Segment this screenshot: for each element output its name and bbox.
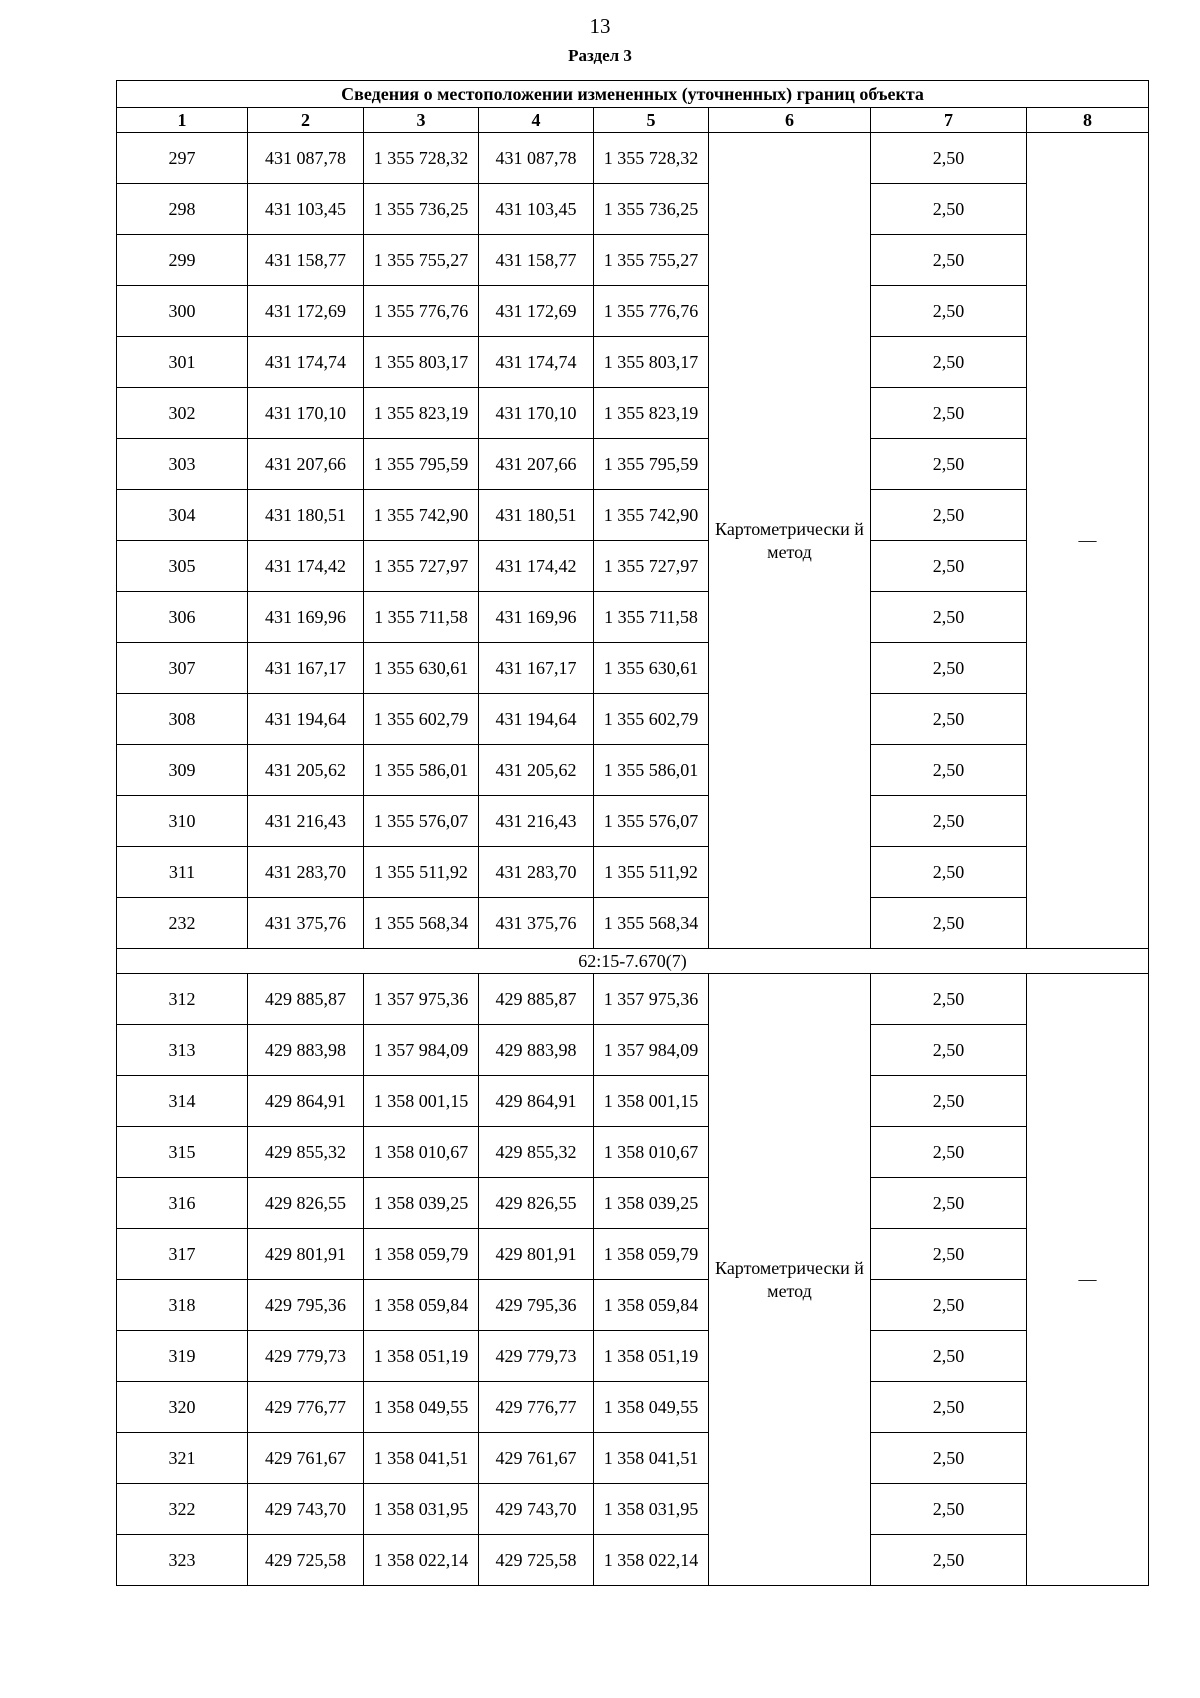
point-number: 303 xyxy=(117,439,248,490)
table-row xyxy=(117,898,1149,949)
y-new: 1 355 727,97 xyxy=(594,541,709,592)
precision-cell: 2,50 xyxy=(871,541,1027,592)
x-existing: 431 205,62 xyxy=(248,745,364,796)
point-number: 320 xyxy=(117,1382,248,1433)
x-new: 431 174,74 xyxy=(479,337,594,388)
x-existing: 429 725,58 xyxy=(248,1535,364,1586)
table-row xyxy=(117,490,1149,541)
x-existing: 429 801,91 xyxy=(248,1229,364,1280)
y-new: 1 355 803,17 xyxy=(594,337,709,388)
precision-cell: 2,50 xyxy=(871,898,1027,949)
x-new: 431 167,17 xyxy=(479,643,594,694)
table-row xyxy=(117,1280,1149,1331)
x-new: 429 855,32 xyxy=(479,1127,594,1178)
x-new: 429 725,58 xyxy=(479,1535,594,1586)
y-existing: 1 358 059,79 xyxy=(364,1229,479,1280)
y-new: 1 358 010,67 xyxy=(594,1127,709,1178)
y-new: 1 358 059,79 xyxy=(594,1229,709,1280)
precision-cell: 2,50 xyxy=(871,974,1027,1025)
y-existing: 1 358 022,14 xyxy=(364,1535,479,1586)
point-number: 310 xyxy=(117,796,248,847)
point-number: 299 xyxy=(117,235,248,286)
y-new: 1 355 728,32 xyxy=(594,133,709,184)
precision-cell: 2,50 xyxy=(871,286,1027,337)
x-existing: 429 743,70 xyxy=(248,1484,364,1535)
table-caption-row xyxy=(117,81,1149,108)
point-number: 308 xyxy=(117,694,248,745)
point-number: 307 xyxy=(117,643,248,694)
x-new: 429 864,91 xyxy=(479,1076,594,1127)
point-number: 305 xyxy=(117,541,248,592)
x-new: 429 801,91 xyxy=(479,1229,594,1280)
table-row xyxy=(117,184,1149,235)
y-new: 1 355 711,58 xyxy=(594,592,709,643)
y-existing: 1 355 795,59 xyxy=(364,439,479,490)
precision-cell: 2,50 xyxy=(871,133,1027,184)
x-new: 431 205,62 xyxy=(479,745,594,796)
column-number: 5 xyxy=(594,108,709,133)
point-number: 311 xyxy=(117,847,248,898)
y-new: 1 358 051,19 xyxy=(594,1331,709,1382)
y-new: 1 355 568,34 xyxy=(594,898,709,949)
x-new: 431 087,78 xyxy=(479,133,594,184)
y-existing: 1 355 586,01 xyxy=(364,745,479,796)
x-new: 431 174,42 xyxy=(479,541,594,592)
page-number: 13 xyxy=(589,14,611,38)
point-number: 302 xyxy=(117,388,248,439)
y-new: 1 355 736,25 xyxy=(594,184,709,235)
x-new: 431 170,10 xyxy=(479,388,594,439)
x-existing: 429 779,73 xyxy=(248,1331,364,1382)
y-new: 1 358 022,14 xyxy=(594,1535,709,1586)
precision-cell: 2,50 xyxy=(871,694,1027,745)
column-number: 8 xyxy=(1027,108,1149,133)
x-existing: 431 216,43 xyxy=(248,796,364,847)
precision-cell: 2,50 xyxy=(871,388,1027,439)
point-number: 316 xyxy=(117,1178,248,1229)
x-new: 429 826,55 xyxy=(479,1178,594,1229)
table-row xyxy=(117,1535,1149,1586)
group-label-row xyxy=(117,949,1149,974)
y-new: 1 358 049,55 xyxy=(594,1382,709,1433)
column-number: 3 xyxy=(364,108,479,133)
x-new: 429 885,87 xyxy=(479,974,594,1025)
x-new: 431 207,66 xyxy=(479,439,594,490)
column-8-cell: — xyxy=(1027,974,1149,1586)
y-existing: 1 355 755,27 xyxy=(364,235,479,286)
precision-cell: 2,50 xyxy=(871,745,1027,796)
y-existing: 1 357 975,36 xyxy=(364,974,479,1025)
y-new: 1 355 630,61 xyxy=(594,643,709,694)
table-row xyxy=(117,286,1149,337)
x-new: 431 169,96 xyxy=(479,592,594,643)
x-existing: 429 776,77 xyxy=(248,1382,364,1433)
point-number: 232 xyxy=(117,898,248,949)
column-number: 6 xyxy=(709,108,871,133)
table-row xyxy=(117,796,1149,847)
point-number: 314 xyxy=(117,1076,248,1127)
x-new: 431 283,70 xyxy=(479,847,594,898)
precision-cell: 2,50 xyxy=(871,490,1027,541)
point-number: 315 xyxy=(117,1127,248,1178)
x-existing: 429 795,36 xyxy=(248,1280,364,1331)
x-new: 431 216,43 xyxy=(479,796,594,847)
method-cell: Картометрически й метод xyxy=(709,133,871,949)
point-number: 321 xyxy=(117,1433,248,1484)
y-existing: 1 357 984,09 xyxy=(364,1025,479,1076)
column-number: 1 xyxy=(117,108,248,133)
x-new: 429 761,67 xyxy=(479,1433,594,1484)
x-existing: 431 174,42 xyxy=(248,541,364,592)
boundary-table xyxy=(116,80,1149,1586)
precision-cell: 2,50 xyxy=(871,796,1027,847)
y-existing: 1 355 568,34 xyxy=(364,898,479,949)
y-new: 1 355 586,01 xyxy=(594,745,709,796)
table-row xyxy=(117,541,1149,592)
x-existing: 429 855,32 xyxy=(248,1127,364,1178)
table-row xyxy=(117,643,1149,694)
precision-cell: 2,50 xyxy=(871,1382,1027,1433)
x-existing: 431 103,45 xyxy=(248,184,364,235)
table-row xyxy=(117,745,1149,796)
y-existing: 1 355 727,97 xyxy=(364,541,479,592)
table-row xyxy=(117,337,1149,388)
point-number: 301 xyxy=(117,337,248,388)
point-number: 323 xyxy=(117,1535,248,1586)
y-new: 1 358 031,95 xyxy=(594,1484,709,1535)
table-row xyxy=(117,1331,1149,1382)
x-existing: 431 158,77 xyxy=(248,235,364,286)
precision-cell: 2,50 xyxy=(871,643,1027,694)
table-row xyxy=(117,1178,1149,1229)
y-new: 1 355 823,19 xyxy=(594,388,709,439)
y-new: 1 358 059,84 xyxy=(594,1280,709,1331)
point-number: 322 xyxy=(117,1484,248,1535)
x-existing: 431 087,78 xyxy=(248,133,364,184)
y-new: 1 355 511,92 xyxy=(594,847,709,898)
x-existing: 431 194,64 xyxy=(248,694,364,745)
y-existing: 1 355 736,25 xyxy=(364,184,479,235)
point-number: 309 xyxy=(117,745,248,796)
x-existing: 431 174,74 xyxy=(248,337,364,388)
x-new: 431 180,51 xyxy=(479,490,594,541)
table-row xyxy=(117,235,1149,286)
y-existing: 1 355 728,32 xyxy=(364,133,479,184)
y-existing: 1 358 059,84 xyxy=(364,1280,479,1331)
y-new: 1 355 795,59 xyxy=(594,439,709,490)
precision-cell: 2,50 xyxy=(871,337,1027,388)
point-number: 304 xyxy=(117,490,248,541)
y-existing: 1 355 742,90 xyxy=(364,490,479,541)
table-row xyxy=(117,847,1149,898)
table-row xyxy=(117,439,1149,490)
y-new: 1 358 041,51 xyxy=(594,1433,709,1484)
y-existing: 1 358 001,15 xyxy=(364,1076,479,1127)
y-new: 1 355 776,76 xyxy=(594,286,709,337)
point-number: 300 xyxy=(117,286,248,337)
x-existing: 431 283,70 xyxy=(248,847,364,898)
precision-cell: 2,50 xyxy=(871,1433,1027,1484)
x-existing: 431 180,51 xyxy=(248,490,364,541)
x-existing: 431 375,76 xyxy=(248,898,364,949)
x-existing: 431 207,66 xyxy=(248,439,364,490)
y-existing: 1 358 031,95 xyxy=(364,1484,479,1535)
x-new: 429 776,77 xyxy=(479,1382,594,1433)
precision-cell: 2,50 xyxy=(871,439,1027,490)
point-number: 312 xyxy=(117,974,248,1025)
x-new: 429 795,36 xyxy=(479,1280,594,1331)
table-row xyxy=(117,388,1149,439)
x-existing: 431 169,96 xyxy=(248,592,364,643)
table-row xyxy=(117,1127,1149,1178)
y-existing: 1 355 511,92 xyxy=(364,847,479,898)
column-number-row xyxy=(117,108,1149,133)
precision-cell: 2,50 xyxy=(871,1127,1027,1178)
x-new: 429 743,70 xyxy=(479,1484,594,1535)
y-existing: 1 355 803,17 xyxy=(364,337,479,388)
precision-cell: 2,50 xyxy=(871,1178,1027,1229)
y-existing: 1 355 602,79 xyxy=(364,694,479,745)
precision-cell: 2,50 xyxy=(871,1535,1027,1586)
point-number: 298 xyxy=(117,184,248,235)
point-number: 297 xyxy=(117,133,248,184)
table-row xyxy=(117,1229,1149,1280)
table-row xyxy=(117,1382,1149,1433)
x-new: 431 103,45 xyxy=(479,184,594,235)
y-new: 1 357 984,09 xyxy=(594,1025,709,1076)
column-number: 7 xyxy=(871,108,1027,133)
x-existing: 431 167,17 xyxy=(248,643,364,694)
y-existing: 1 358 039,25 xyxy=(364,1178,479,1229)
precision-cell: 2,50 xyxy=(871,1331,1027,1382)
y-new: 1 355 755,27 xyxy=(594,235,709,286)
table-row xyxy=(117,1076,1149,1127)
x-new: 431 194,64 xyxy=(479,694,594,745)
x-new: 431 158,77 xyxy=(479,235,594,286)
y-existing: 1 355 823,19 xyxy=(364,388,479,439)
precision-cell: 2,50 xyxy=(871,184,1027,235)
y-new: 1 357 975,36 xyxy=(594,974,709,1025)
point-number: 318 xyxy=(117,1280,248,1331)
y-new: 1 358 001,15 xyxy=(594,1076,709,1127)
column-8-cell: — xyxy=(1027,133,1149,949)
y-new: 1 355 576,07 xyxy=(594,796,709,847)
table-row xyxy=(117,1025,1149,1076)
column-number: 4 xyxy=(479,108,594,133)
precision-cell: 2,50 xyxy=(871,235,1027,286)
column-number: 2 xyxy=(248,108,364,133)
point-number: 313 xyxy=(117,1025,248,1076)
method-cell: Картометрически й метод xyxy=(709,974,871,1586)
table-row xyxy=(117,694,1149,745)
y-existing: 1 355 630,61 xyxy=(364,643,479,694)
table-caption: Сведения о местоположении измененных (уточненных) границ объекта xyxy=(117,81,1149,108)
table-row xyxy=(117,974,1149,1025)
point-number: 306 xyxy=(117,592,248,643)
x-existing: 429 761,67 xyxy=(248,1433,364,1484)
precision-cell: 2,50 xyxy=(871,1484,1027,1535)
x-existing: 429 826,55 xyxy=(248,1178,364,1229)
x-new: 429 779,73 xyxy=(479,1331,594,1382)
y-existing: 1 358 010,67 xyxy=(364,1127,479,1178)
group-label: 62:15-7.670(7) xyxy=(117,949,1149,974)
x-new: 429 883,98 xyxy=(479,1025,594,1076)
x-existing: 429 864,91 xyxy=(248,1076,364,1127)
x-existing: 429 883,98 xyxy=(248,1025,364,1076)
x-new: 431 375,76 xyxy=(479,898,594,949)
y-existing: 1 358 041,51 xyxy=(364,1433,479,1484)
table-row xyxy=(117,133,1149,184)
table-row xyxy=(117,1433,1149,1484)
precision-cell: 2,50 xyxy=(871,1280,1027,1331)
x-new: 431 172,69 xyxy=(479,286,594,337)
precision-cell: 2,50 xyxy=(871,1025,1027,1076)
y-new: 1 355 742,90 xyxy=(594,490,709,541)
y-existing: 1 358 051,19 xyxy=(364,1331,479,1382)
point-number: 319 xyxy=(117,1331,248,1382)
precision-cell: 2,50 xyxy=(871,1076,1027,1127)
point-number: 317 xyxy=(117,1229,248,1280)
section-title: Раздел 3 xyxy=(568,46,632,65)
y-existing: 1 355 576,07 xyxy=(364,796,479,847)
y-new: 1 355 602,79 xyxy=(594,694,709,745)
x-existing: 431 172,69 xyxy=(248,286,364,337)
y-existing: 1 358 049,55 xyxy=(364,1382,479,1433)
precision-cell: 2,50 xyxy=(871,1229,1027,1280)
precision-cell: 2,50 xyxy=(871,847,1027,898)
table-row xyxy=(117,1484,1149,1535)
table-row xyxy=(117,592,1149,643)
y-existing: 1 355 711,58 xyxy=(364,592,479,643)
x-existing: 429 885,87 xyxy=(248,974,364,1025)
x-existing: 431 170,10 xyxy=(248,388,364,439)
y-existing: 1 355 776,76 xyxy=(364,286,479,337)
y-new: 1 358 039,25 xyxy=(594,1178,709,1229)
precision-cell: 2,50 xyxy=(871,592,1027,643)
